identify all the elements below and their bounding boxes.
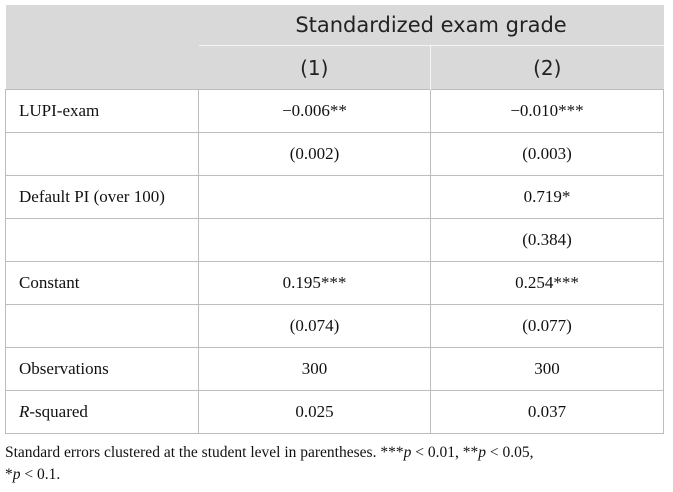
cell-col1: −0.006** (199, 90, 431, 133)
row-label (6, 133, 199, 176)
footnote-part: * (5, 466, 13, 483)
table-row (6, 176, 664, 219)
cell-col1 (199, 176, 431, 219)
table-row (6, 262, 664, 305)
cell-col2: 300 (431, 348, 664, 391)
footnote-part: Standard errors clustered at the student level in parentheses. *** (5, 444, 404, 461)
regression-table-container (5, 5, 668, 486)
row-label: Default PI (over 100) (6, 176, 199, 219)
cell-col2: 0.719* (431, 176, 664, 219)
column-header-1: (1) (199, 46, 431, 90)
cell-col1: (0.002) (199, 133, 431, 176)
footnote-part: < 0.1. (20, 466, 61, 483)
table-footnote (5, 442, 665, 486)
cell-col1: (0.074) (199, 305, 431, 348)
table-row (6, 133, 664, 176)
regression-table (5, 5, 664, 434)
cell-col2: (0.077) (431, 305, 664, 348)
footnote-p: p (478, 444, 486, 461)
row-label (6, 219, 199, 262)
footnote-part: < 0.05, (485, 444, 534, 461)
table-row (6, 219, 664, 262)
footnote-part: < 0.01, ** (411, 444, 479, 461)
header-stub (6, 5, 199, 90)
table-row (6, 305, 664, 348)
footnote-p: p (403, 444, 412, 461)
cell-col2: (0.384) (431, 219, 664, 262)
column-header-2: (2) (533, 55, 562, 80)
header-row-1 (6, 5, 664, 46)
row-label: LUPI-exam (6, 90, 199, 133)
cell-col1 (199, 219, 431, 262)
row-label (6, 305, 199, 348)
table-row (6, 90, 664, 133)
row-label (6, 391, 199, 434)
cell-col2: −0.010*** (431, 90, 664, 133)
table-row (6, 391, 664, 434)
column-span-title: Standardized exam grade (199, 5, 664, 46)
row-label: Observations (6, 348, 199, 391)
row-label-italic: R (19, 402, 30, 421)
cell-col1: 300 (199, 348, 431, 391)
row-label-rest: -squared (29, 402, 88, 421)
table-row (6, 348, 664, 391)
cell-col2: 0.037 (431, 391, 664, 434)
cell-col2: (0.003) (431, 133, 664, 176)
row-label: Constant (6, 262, 199, 305)
cell-col1: 0.195*** (199, 262, 431, 305)
cell-col2: 0.254*** (431, 262, 664, 305)
cell-col1: 0.025 (199, 391, 431, 434)
footnote-p: p (12, 466, 21, 483)
